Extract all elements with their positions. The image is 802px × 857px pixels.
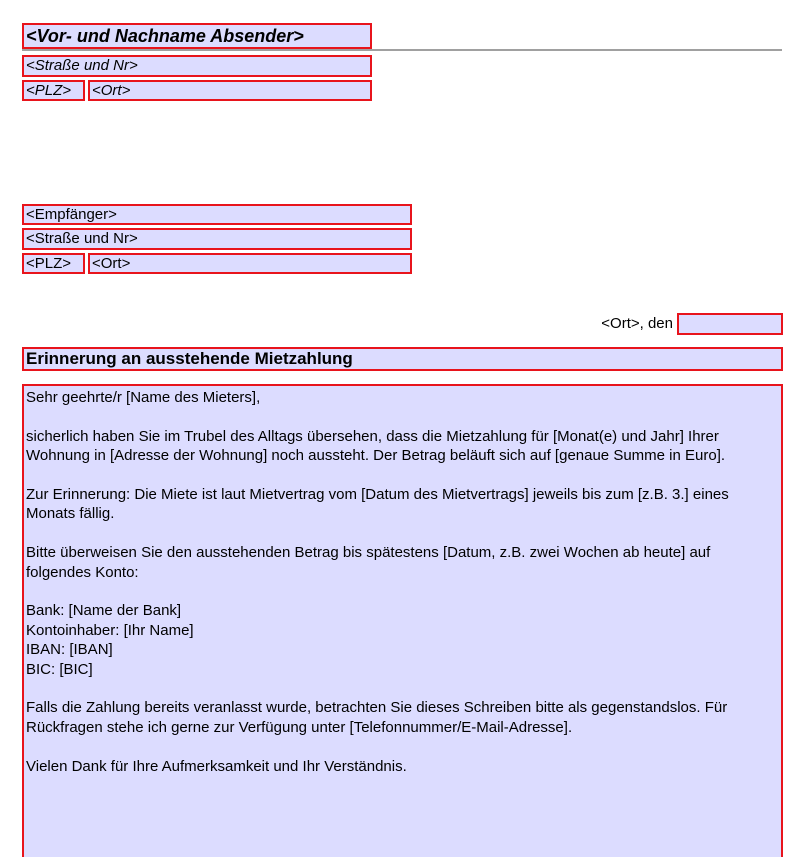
date-place-label: <Ort>, den bbox=[601, 315, 673, 332]
letter-body-field[interactable] bbox=[22, 384, 783, 857]
bank-line: IBAN: [IBAN] bbox=[26, 641, 113, 659]
body-paragraph: Falls die Zahlung bereits veranlasst wurde, betrachten Sie dieses Schreiben bitte als gegenstandslos. Für Rückfragen stehe ich gerne zur Verfügung unter [Telefonnummer/E-Mail-Adresse]. bbox=[26, 699, 728, 736]
recipient-plz-field[interactable]: <PLZ> bbox=[22, 253, 85, 274]
body-paragraph: Bitte überweisen Sie den ausstehenden Betrag bis spätestens [Datum, z.B. zwei Wochen ab heute] auf folgendes Konto: bbox=[26, 544, 711, 581]
subject-field[interactable]: Erinnerung an ausstehende Mietzahlung bbox=[22, 347, 783, 371]
body-paragraph: Zur Erinnerung: Die Miete ist laut Mietvertrag vom [Datum des Mietvertrags] jeweils bis zum [z.B. 3.] eines Monats fällig. bbox=[26, 486, 729, 523]
sender-street-field[interactable]: <Straße und Nr> bbox=[22, 55, 372, 77]
bank-details bbox=[26, 601, 779, 679]
sender-ort-field[interactable]: <Ort> bbox=[88, 80, 372, 101]
salutation: Sehr geehrte/r [Name des Mieters], bbox=[26, 389, 261, 406]
sender-name-field[interactable]: <Vor- und Nachname Absender> bbox=[22, 23, 372, 49]
sender-divider bbox=[22, 49, 782, 51]
closing-line: Vielen Dank für Ihre Aufmerksamkeit und Ihr Verständnis. bbox=[26, 757, 407, 775]
recipient-name-field[interactable]: <Empfänger> bbox=[22, 204, 412, 225]
body-paragraph: sicherlich haben Sie im Trubel des Alltags übersehen, dass die Mietzahlung für [Monat(e) und Jahr] Ihrer Wohnung in [Adresse der Wohnung] noch aussteht. Der Betrag beläuft sich auf [genaue Summe in Euro]. bbox=[26, 427, 726, 465]
recipient-ort-field[interactable]: <Ort> bbox=[88, 253, 412, 274]
bank-line: Bank: [Name der Bank] bbox=[26, 602, 182, 620]
recipient-street-field[interactable]: <Straße und Nr> bbox=[22, 228, 412, 250]
bank-line: Kontoinhaber: [Ihr Name] bbox=[26, 621, 194, 639]
date-field[interactable] bbox=[677, 313, 783, 335]
sender-plz-field[interactable]: <PLZ> bbox=[22, 80, 85, 101]
bank-line: BIC: [BIC] bbox=[26, 660, 93, 678]
